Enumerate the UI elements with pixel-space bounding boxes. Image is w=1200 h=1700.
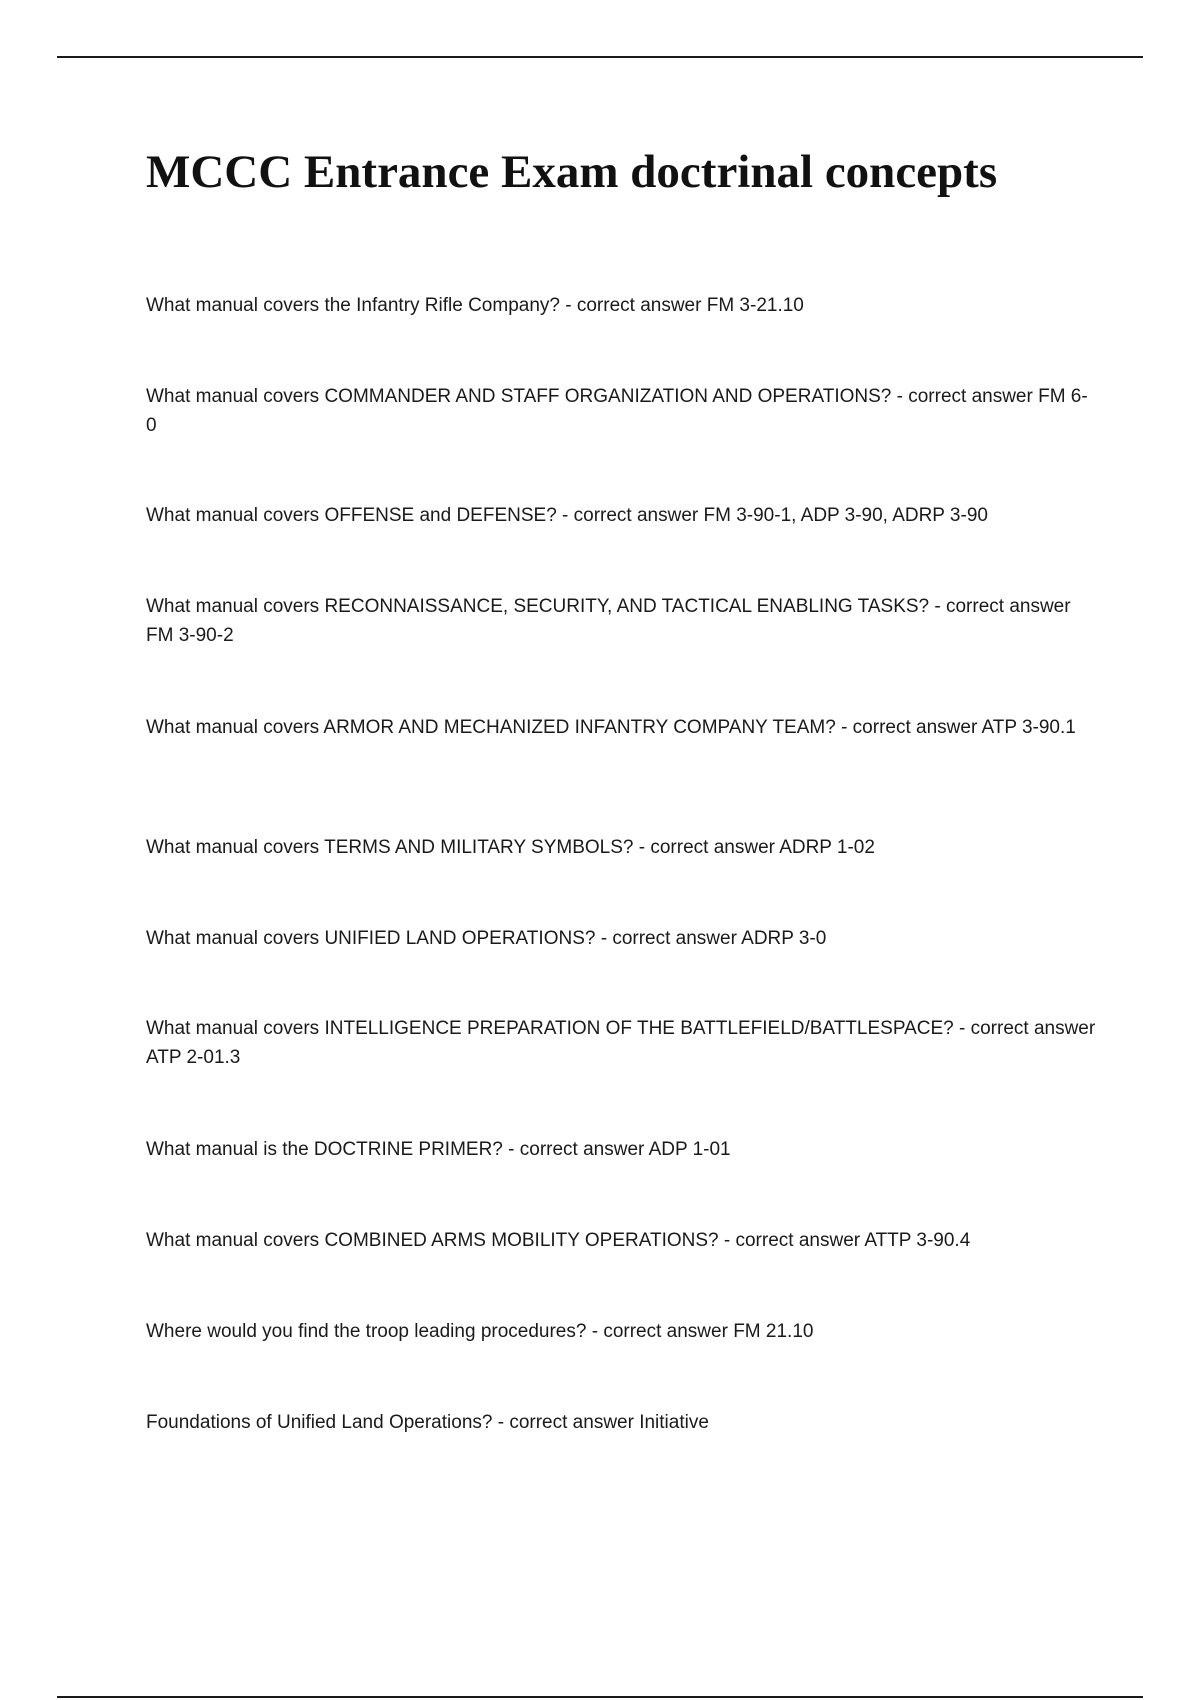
qa-item: What manual covers TERMS AND MILITARY SYMBOLS? - correct answer ADRP 1-02 xyxy=(146,837,875,858)
qa-item: What manual covers the Infantry Rifle Company? - correct answer FM 3-21.10 xyxy=(146,295,804,316)
qa-item: What manual covers ARMOR AND MECHANIZED INFANTRY COMPANY TEAM? - correct answer ATP 3-90.1 xyxy=(146,717,1076,738)
qa-item: What manual covers RECONNAISSANCE, SECURITY, AND TACTICAL ENABLING TASKS? - correct answer FM 3-90-2 xyxy=(146,596,1071,646)
qa-item: Foundations of Unified Land Operations? - correct answer Initiative xyxy=(146,1412,709,1433)
qa-item: What manual covers UNIFIED LAND OPERATIONS? - correct answer ADRP 3-0 xyxy=(146,928,827,949)
qa-item: What manual is the DOCTRINE PRIMER? - correct answer ADP 1-01 xyxy=(146,1139,731,1160)
qa-item: What manual covers COMBINED ARMS MOBILITY OPERATIONS? - correct answer ATTP 3-90.4 xyxy=(146,1230,971,1251)
qa-item: What manual covers COMMANDER AND STAFF ORGANIZATION AND OPERATIONS? - correct answer FM 6-0 xyxy=(146,386,1088,436)
top-rule xyxy=(57,56,1143,58)
bottom-rule xyxy=(57,1696,1143,1698)
qa-item: Where would you find the troop leading procedures? - correct answer FM 21.10 xyxy=(146,1321,814,1342)
qa-item: What manual covers OFFENSE and DEFENSE? - correct answer FM 3-90-1, ADP 3-90, ADRP 3-90 xyxy=(146,505,988,526)
document-title: MCCC Entrance Exam doctrinal concepts xyxy=(146,146,998,198)
qa-item: What manual covers INTELLIGENCE PREPARATION OF THE BATTLEFIELD/BATTLESPACE? - correct answer ATP 2-01.3 xyxy=(146,1018,1096,1068)
